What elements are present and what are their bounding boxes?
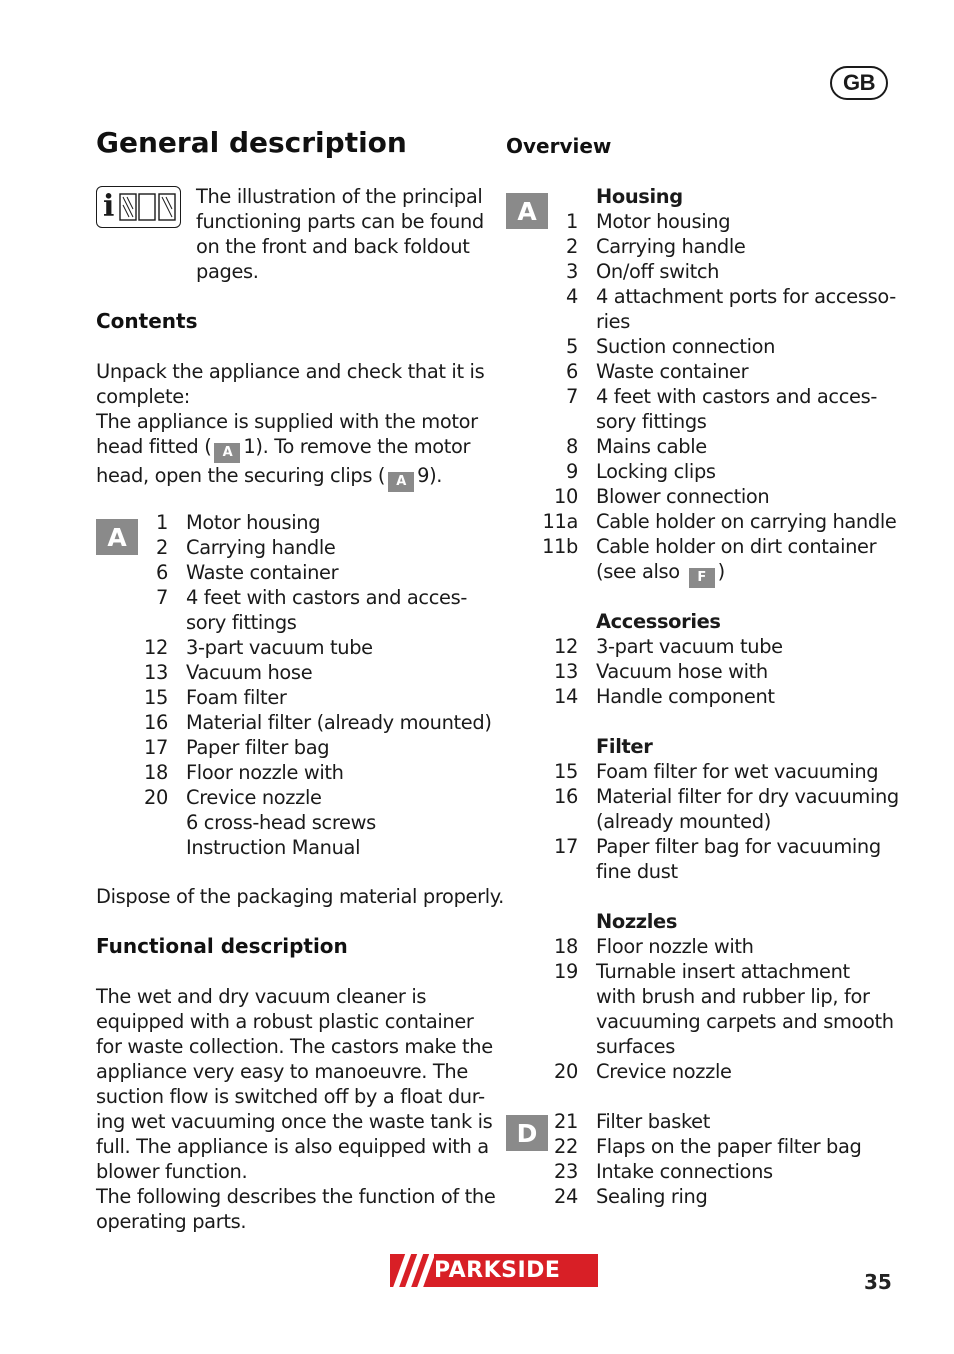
functional-line: full. The appliance is also equipped with a	[96, 1135, 489, 1158]
item-label: Foam filter	[186, 686, 287, 709]
list-item	[96, 535, 486, 560]
functional-line: blower function.	[96, 1160, 248, 1183]
contents-line: complete:	[96, 385, 190, 408]
item-number: 18	[144, 761, 168, 784]
item-label: Flaps on the paper filter bag	[596, 1135, 862, 1158]
list-item	[506, 534, 906, 559]
closing-paren: )	[717, 560, 725, 583]
list-item	[506, 559, 906, 584]
item-label: 4 attachment ports for accesso-	[596, 285, 896, 308]
item-label: Sealing ring	[596, 1185, 708, 1208]
list-item	[506, 309, 906, 334]
item-number: 15	[144, 686, 168, 709]
contents-line: Unpack the appliance and check that it is	[96, 360, 485, 383]
item-label: 6 cross-head screws	[186, 811, 376, 834]
item-label: Carrying handle	[186, 536, 336, 559]
overview-heading: Overview	[506, 134, 612, 158]
list-item	[506, 259, 906, 284]
item-number: 7	[566, 385, 578, 408]
item-label: Floor nozzle with	[596, 935, 754, 958]
item-label: 3-part vacuum tube	[596, 635, 783, 658]
item-label: Motor housing	[186, 511, 321, 534]
item-number: 3	[566, 260, 578, 283]
page-number: 35	[864, 1270, 892, 1294]
item-number: 12	[144, 636, 168, 659]
item-label: 3-part vacuum tube	[186, 636, 373, 659]
list-item	[96, 835, 486, 860]
functional-line: appliance very easy to manoeuvre. The	[96, 1060, 468, 1083]
item-label: Cable holder on carrying handle	[596, 510, 897, 533]
item-number: 9	[566, 460, 578, 483]
item-number: 17	[554, 835, 578, 858]
functional-heading: Functional description	[96, 934, 348, 958]
list-item	[506, 234, 906, 259]
list-item	[506, 334, 906, 359]
contents-line	[96, 434, 484, 463]
item-label: 4 feet with castors and acces-	[596, 385, 877, 408]
functional-line: equipped with a robust plastic container	[96, 1010, 474, 1033]
figure-d-badge: D	[506, 1115, 548, 1151]
list-item	[96, 710, 492, 735]
item-number: 16	[554, 785, 578, 808]
item-number: 22	[554, 1135, 578, 1158]
list-item	[506, 784, 906, 809]
item-label: Turnable insert attachment	[596, 960, 850, 983]
item-number: 6	[156, 561, 168, 584]
list-item	[506, 409, 906, 434]
item-number: 14	[554, 685, 578, 708]
list-item	[506, 934, 906, 959]
section-title: Housing	[596, 185, 683, 208]
item-label: On/off switch	[596, 260, 720, 283]
page-title: General description	[96, 126, 407, 159]
item-number: 5	[566, 335, 578, 358]
item-label: Vacuum hose	[186, 661, 313, 684]
functional-line: operating parts.	[96, 1210, 247, 1233]
foldout-pages-icon	[119, 191, 177, 223]
info-line: on the front and back foldout	[196, 235, 470, 258]
item-label: with brush and rubber lip, for	[596, 985, 870, 1008]
section-heading	[506, 909, 906, 934]
list-item	[506, 834, 906, 859]
brand-name: PARKSIDE	[434, 1258, 561, 1283]
list-item	[506, 1159, 906, 1184]
list-item	[506, 1084, 906, 1109]
functional-line: The following describes the function of the	[96, 1185, 496, 1208]
list-item	[506, 434, 906, 459]
list-item	[506, 359, 906, 384]
contents-text: head, open the securing clips (	[96, 464, 386, 487]
item-label: Mains cable	[596, 435, 707, 458]
item-label: sory fittings	[186, 611, 297, 634]
item-label: Instruction Manual	[186, 836, 361, 859]
item-label: (see also	[596, 560, 680, 583]
item-number: 21	[554, 1110, 578, 1133]
list-item	[506, 959, 906, 984]
item-label: Paper filter bag	[186, 736, 330, 759]
item-number: 1	[156, 511, 168, 534]
language-badge: GB	[830, 66, 888, 100]
item-number: 11a	[542, 510, 578, 533]
contents-line: The appliance is supplied with the motor	[96, 410, 478, 433]
list-item	[506, 684, 906, 709]
item-number: 10	[554, 485, 578, 508]
item-label: sory fittings	[596, 410, 707, 433]
item-label: 4 feet with castors and acces-	[186, 586, 467, 609]
list-item	[96, 760, 486, 785]
item-label: Carrying handle	[596, 235, 746, 258]
item-label: vacuuming carpets and smooth	[596, 1010, 894, 1033]
item-number: 23	[554, 1160, 578, 1183]
contents-heading: Contents	[96, 309, 198, 333]
section-title: Filter	[596, 735, 653, 758]
functional-line: suction flow is switched off by a float dur-	[96, 1085, 485, 1108]
list-item	[506, 209, 906, 234]
contents-text: 9).	[417, 464, 443, 487]
item-label: Waste container	[186, 561, 339, 584]
item-label: Motor housing	[596, 210, 731, 233]
list-item	[96, 735, 486, 760]
list-item	[506, 809, 906, 834]
figure-a-badge: A	[96, 519, 138, 555]
item-label: Crevice nozzle	[186, 786, 322, 809]
item-number: 17	[144, 736, 168, 759]
item-label: Waste container	[596, 360, 749, 383]
list-item	[96, 585, 486, 610]
item-label: Locking clips	[596, 460, 716, 483]
list-item	[506, 1059, 906, 1084]
item-label: (already mounted)	[596, 810, 771, 833]
contents-list	[96, 509, 492, 859]
figure-f-badge: F	[689, 568, 715, 588]
item-label: Material filter for dry vacuuming	[596, 785, 899, 808]
list-item	[506, 1009, 906, 1034]
figure-ref-badge: A	[388, 472, 414, 492]
info-icon	[96, 186, 181, 228]
item-number: 20	[554, 1060, 578, 1083]
list-item	[96, 610, 486, 635]
functional-line: ing wet vacuuming once the waste tank is	[96, 1110, 493, 1133]
item-number: 20	[144, 786, 168, 809]
item-label: Crevice nozzle	[596, 1060, 732, 1083]
parkside-logo	[390, 1254, 598, 1287]
contents-text: head fitted (	[96, 435, 212, 458]
list-item	[506, 1034, 906, 1059]
item-label: Suction connection	[596, 335, 776, 358]
list-item	[506, 1109, 906, 1134]
list-item	[506, 884, 906, 909]
section-heading	[506, 184, 906, 209]
item-number: 11b	[542, 535, 578, 558]
list-item	[96, 785, 486, 810]
item-label: Paper filter bag for vacuuming	[596, 835, 881, 858]
list-item	[506, 1184, 906, 1209]
list-item	[506, 709, 906, 734]
section-title: Accessories	[596, 610, 721, 633]
item-label: Cable holder on dirt container	[596, 535, 877, 558]
item-number: 19	[554, 960, 578, 983]
figure-ref-badge: A	[214, 443, 240, 463]
section-title: Nozzles	[596, 910, 678, 933]
item-label: Material filter (already mounted)	[186, 711, 492, 734]
item-label: surfaces	[596, 1035, 675, 1058]
item-number: 18	[554, 935, 578, 958]
item-label: Handle component	[596, 685, 775, 708]
overview-list	[506, 184, 906, 1214]
item-number: 16	[144, 711, 168, 734]
item-label: Floor nozzle with	[186, 761, 344, 784]
contents-text: 1). To remove the motor	[243, 435, 471, 458]
item-label: ries	[596, 310, 630, 333]
item-number: 13	[144, 661, 168, 684]
section-heading	[506, 734, 906, 759]
list-item	[506, 1134, 906, 1159]
figure-a-badge: A	[506, 193, 548, 229]
list-item	[506, 284, 906, 309]
item-label: Vacuum hose with	[596, 660, 768, 683]
list-item	[506, 584, 906, 609]
section-heading	[506, 609, 906, 634]
item-label: fine dust	[596, 860, 678, 883]
list-item	[96, 560, 486, 585]
info-line: functioning parts can be found	[196, 210, 484, 233]
list-item	[96, 810, 486, 835]
list-item	[96, 510, 486, 535]
list-item	[506, 634, 906, 659]
list-item	[96, 660, 486, 685]
item-number: 8	[566, 435, 578, 458]
list-item	[506, 509, 906, 534]
contents-line	[96, 463, 484, 492]
list-item	[506, 384, 906, 409]
list-item	[506, 484, 906, 509]
info-line: pages.	[196, 260, 259, 283]
info-line: The illustration of the principal	[196, 185, 483, 208]
list-item	[96, 685, 486, 710]
item-number: 12	[554, 635, 578, 658]
item-number: 2	[566, 235, 578, 258]
functional-paragraph	[96, 984, 495, 1234]
contents-paragraph	[96, 359, 484, 492]
item-number: 15	[554, 760, 578, 783]
item-number: 7	[156, 586, 168, 609]
item-label: Foam filter for wet vacuuming	[596, 760, 879, 783]
item-number: 4	[566, 285, 578, 308]
item-number: 1	[566, 210, 578, 233]
functional-line: The wet and dry vacuum cleaner is	[96, 985, 427, 1008]
item-number: 13	[554, 660, 578, 683]
item-label: Blower connection	[596, 485, 770, 508]
item-number: 24	[554, 1185, 578, 1208]
logo-stripes	[390, 1254, 434, 1287]
item-label: Filter basket	[596, 1110, 710, 1133]
item-number: 6	[566, 360, 578, 383]
list-item	[506, 659, 906, 684]
info-text	[196, 184, 484, 284]
info-letter: i	[103, 189, 115, 224]
item-number: 2	[156, 536, 168, 559]
list-item	[506, 859, 906, 884]
list-item	[506, 759, 906, 784]
dispose-text: Dispose of the packaging material properly.	[96, 885, 504, 908]
functional-line: for waste collection. The castors make the	[96, 1035, 493, 1058]
item-label: Intake connections	[596, 1160, 773, 1183]
list-item	[506, 984, 906, 1009]
list-item	[506, 459, 906, 484]
list-item	[96, 635, 486, 660]
